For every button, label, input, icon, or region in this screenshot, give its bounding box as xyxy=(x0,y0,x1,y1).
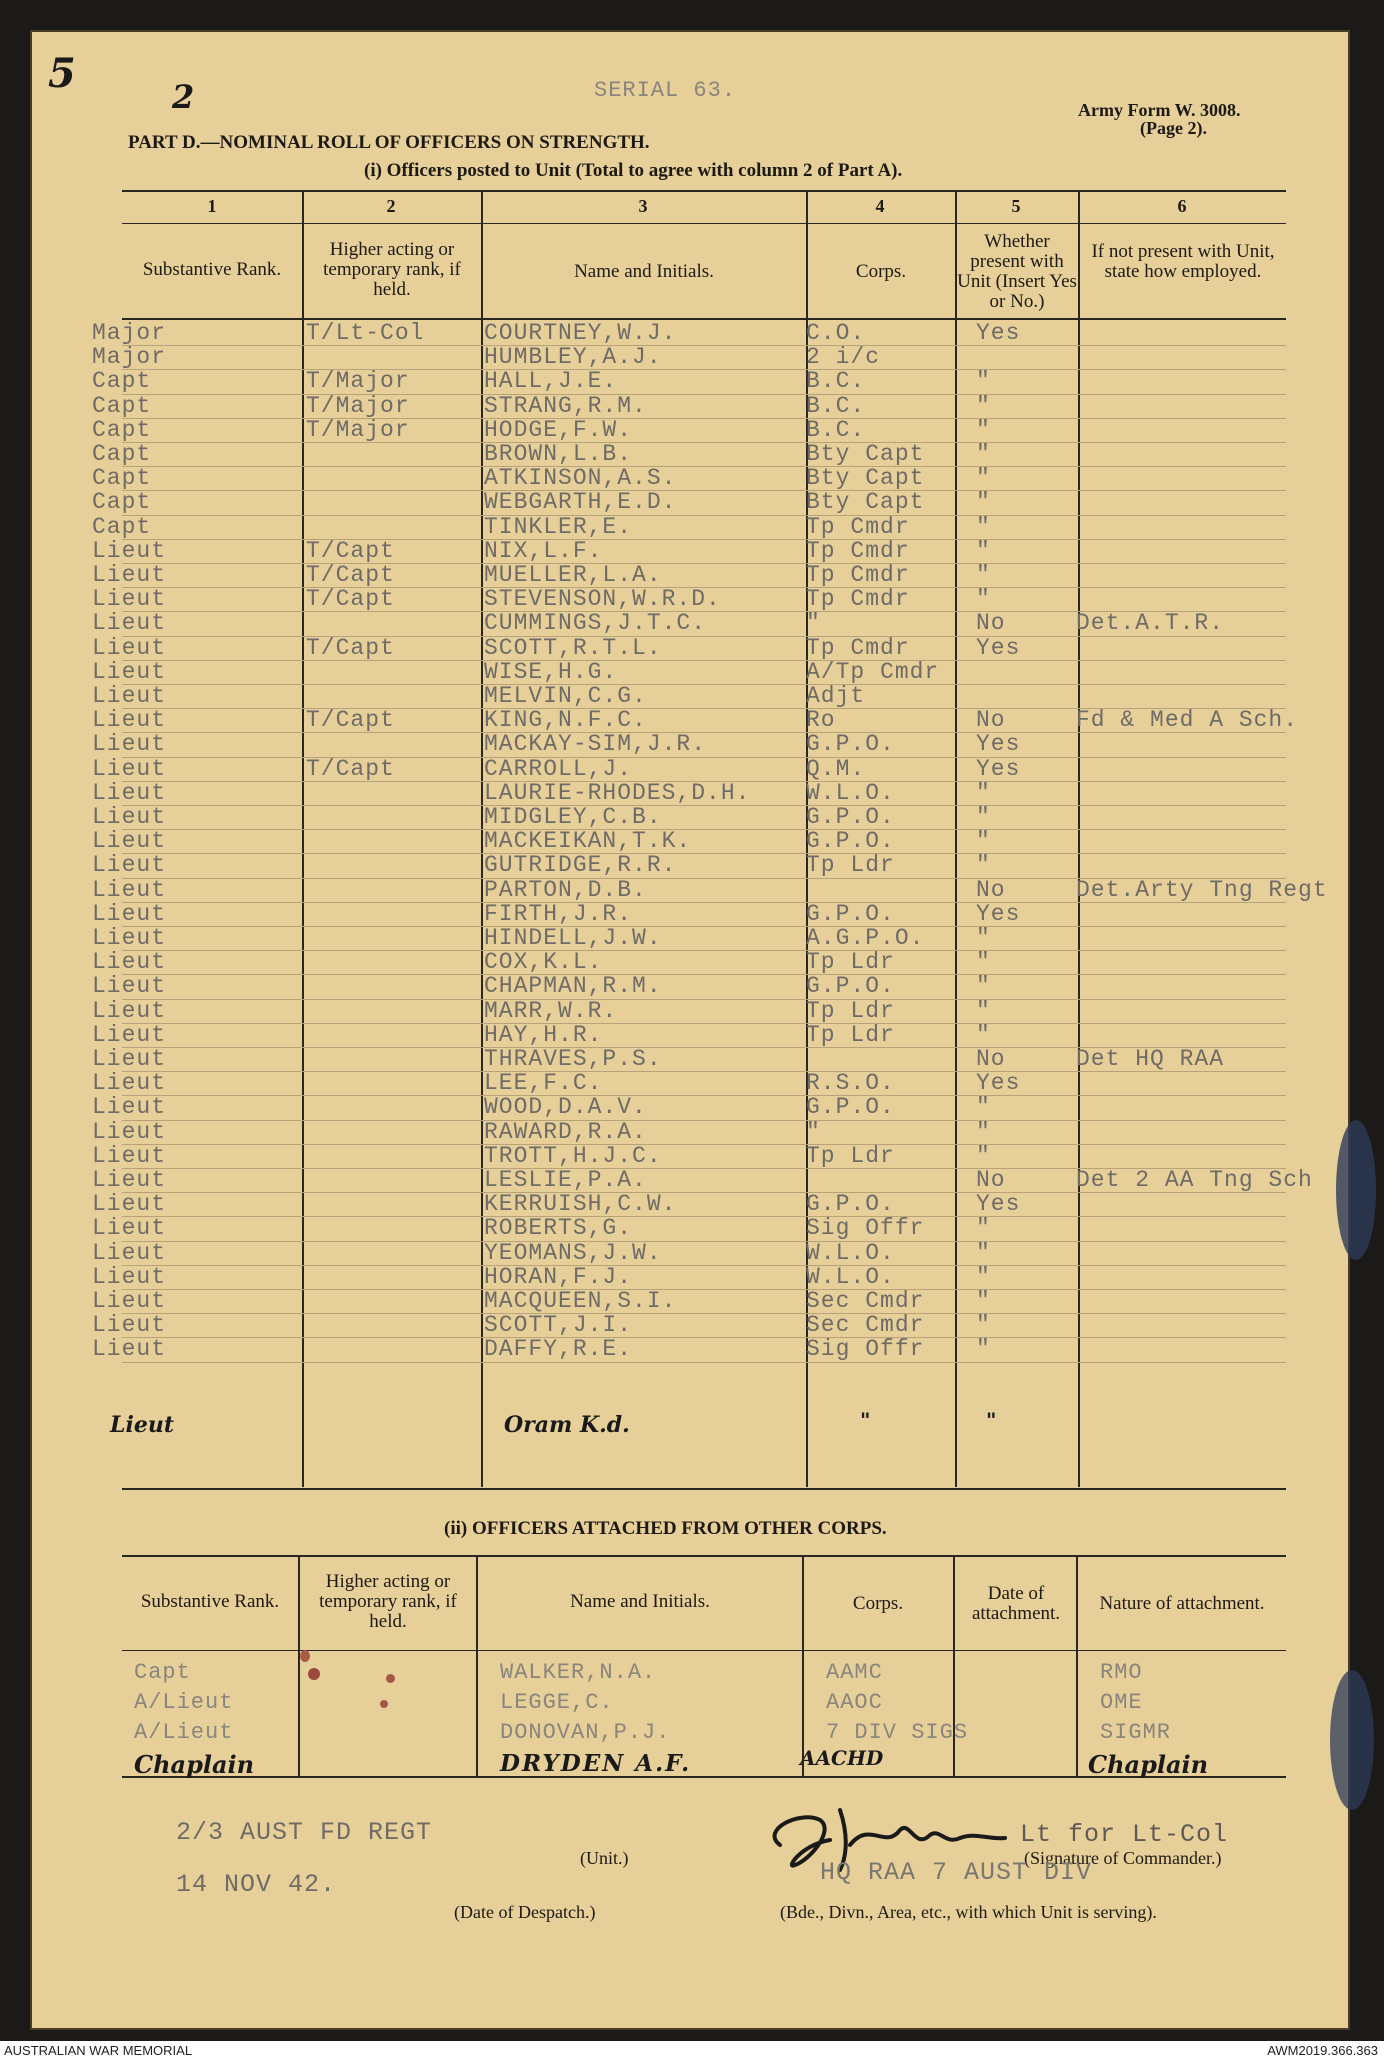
cell-name: GUTRIDGE,R.R. xyxy=(484,852,677,879)
cell-name: PARTON,D.B. xyxy=(484,876,647,903)
row-rule xyxy=(122,999,1286,1000)
cell-rank: Lieut xyxy=(92,1021,167,1048)
cell-name: DONOVAN,P.J. xyxy=(500,1720,671,1745)
cell-present: " xyxy=(976,804,991,830)
row-rule xyxy=(122,950,1286,951)
cell-name: TINKLER,E. xyxy=(484,513,633,540)
cell-corps: W.L.O. xyxy=(806,1239,895,1266)
cell-present: Yes xyxy=(976,1191,1021,1218)
cell-rank: Lieut xyxy=(92,1070,167,1097)
column-number: 1 xyxy=(207,196,217,216)
column-header: Higher acting or temporary rank, if held. xyxy=(323,239,461,300)
handwritten-rank: Chaplain xyxy=(134,1750,255,1779)
margin-mark: 5 xyxy=(48,50,76,97)
cell-present: No xyxy=(976,1167,1006,1193)
cell-present: " xyxy=(976,1215,991,1242)
cell-rank: Lieut xyxy=(92,1215,167,1242)
cell-higher: T/Lt-Col xyxy=(306,320,425,346)
cell-corps: A.G.P.O. xyxy=(806,925,925,951)
cell-rank: Lieut xyxy=(92,973,167,1000)
cell-present: Yes xyxy=(976,731,1021,758)
cell-present: " xyxy=(976,1021,991,1048)
cell-rank: Lieut xyxy=(92,562,167,588)
cell-corps: Sig Offr xyxy=(806,1215,925,1242)
cell-employed: Det HQ RAA xyxy=(1076,1046,1225,1072)
page-label: (Page 2). xyxy=(1140,118,1207,138)
archive-name: AUSTRALIAN WAR MEMORIAL xyxy=(4,2043,193,2058)
cell-higher: T/Major xyxy=(306,416,410,443)
cell-name: SCOTT,J.I. xyxy=(484,1312,633,1339)
date-value: 14 NOV 42. xyxy=(176,1870,337,1899)
part-title: PART D.—NOMINAL ROLL OF OFFICERS ON STRENGTH. xyxy=(128,132,650,153)
table-border xyxy=(122,318,1286,320)
cell-corps: AAOC xyxy=(826,1690,883,1715)
archive-strip xyxy=(0,2041,1384,2061)
cell-present: " xyxy=(976,1094,991,1121)
cell-name: WISE,H.G. xyxy=(484,658,618,685)
cell-rank: Major xyxy=(92,344,167,371)
unit-label: (Unit.) xyxy=(580,1848,629,1868)
cell-present: " xyxy=(976,368,991,395)
cell-present: " xyxy=(976,441,991,467)
column-number: 2 xyxy=(386,196,396,216)
date-label: (Date of Despatch.) xyxy=(454,1902,596,1922)
cell-name: HAY,H.R. xyxy=(484,1021,603,1048)
column-header: Higher acting or temporary rank, if held. xyxy=(319,1571,457,1632)
cell-corps: G.P.O. xyxy=(806,731,895,758)
cell-corps: Sig Offr xyxy=(806,1336,925,1363)
column-header: Whether present with Unit (Insert Yes or No.) xyxy=(957,231,1077,312)
row-rule xyxy=(122,418,1286,419)
cell-name: STEVENSON,W.R.D. xyxy=(484,586,721,613)
cell-present: Yes xyxy=(976,1070,1021,1097)
cell-rank: Lieut xyxy=(92,828,167,855)
cell-present: " xyxy=(976,562,991,588)
handwritten-present: " xyxy=(986,1408,997,1432)
cell-rank: Lieut xyxy=(92,586,167,613)
cell-corps: Bty Capt xyxy=(806,441,925,467)
cell-present: " xyxy=(976,513,991,540)
table-border xyxy=(122,1555,1286,1557)
cell-present: " xyxy=(976,537,991,564)
row-rule xyxy=(122,974,1286,975)
column-number: 6 xyxy=(1177,196,1187,216)
cell-present: Yes xyxy=(976,320,1021,346)
cell-rank: A/Lieut xyxy=(134,1720,234,1745)
cell-employed: Det.Arty Tng Regt xyxy=(1076,876,1328,903)
cell-higher: T/Capt xyxy=(306,755,395,782)
cell-employed: Det.A.T.R. xyxy=(1076,610,1225,637)
cell-name: HORAN,F.J. xyxy=(484,1263,633,1290)
cell-rank: Lieut xyxy=(92,779,167,806)
cell-corps: Tp Cmdr xyxy=(806,562,910,588)
column-number: 4 xyxy=(875,196,885,216)
row-rule xyxy=(122,1362,1286,1363)
cell-present: Yes xyxy=(976,755,1021,782)
row-rule xyxy=(122,1313,1286,1314)
cell-corps: Bty Capt xyxy=(806,465,925,492)
cell-present: " xyxy=(976,1239,991,1266)
cell-rank: Lieut xyxy=(92,876,167,903)
cell-name: HALL,J.E. xyxy=(484,368,618,395)
row-rule xyxy=(122,563,1286,564)
cell-rank: Lieut xyxy=(92,1288,167,1314)
cell-name: CUMMINGS,J.T.C. xyxy=(484,610,707,637)
cell-corps: A/Tp Cmdr xyxy=(806,658,940,685)
column-divider xyxy=(955,190,957,1487)
cell-name: WALKER,N.A. xyxy=(500,1660,657,1685)
cell-corps: G.P.O. xyxy=(806,1094,895,1121)
cell-present: " xyxy=(976,1118,991,1145)
cell-corps: G.P.O. xyxy=(806,828,895,855)
row-rule xyxy=(122,1216,1286,1217)
cell-nature: RMO xyxy=(1100,1660,1143,1685)
cell-name: TROTT,H.J.C. xyxy=(484,1142,662,1169)
cell-present: " xyxy=(976,828,991,855)
cell-name: CHAPMAN,R.M. xyxy=(484,973,662,1000)
cell-name: NIX,L.F. xyxy=(484,537,603,564)
cell-name: LEGGE,C. xyxy=(500,1690,614,1715)
cell-rank: Capt xyxy=(134,1660,191,1685)
cell-name: THRAVES,P.S. xyxy=(484,1046,662,1072)
cell-present: " xyxy=(976,1336,991,1363)
row-rule xyxy=(122,345,1286,346)
cell-name: CARROLL,J. xyxy=(484,755,633,782)
cell-name: MACKAY-SIM,J.R. xyxy=(484,731,707,758)
cell-rank: Lieut xyxy=(92,1046,167,1072)
row-rule xyxy=(122,1241,1286,1242)
cell-present: " xyxy=(976,779,991,806)
cell-corps: Sec Cmdr xyxy=(806,1312,925,1339)
cell-present: " xyxy=(976,852,991,879)
cell-name: BROWN,L.B. xyxy=(484,441,633,467)
form-number: Army Form W. 3008. xyxy=(1078,100,1241,120)
cell-corps: Tp Ldr xyxy=(806,1021,895,1048)
row-rule xyxy=(122,442,1286,443)
handwritten-rank: Lieut xyxy=(110,1412,174,1438)
cell-present: No xyxy=(976,610,1006,637)
cell-corps: " xyxy=(806,610,821,637)
table-border xyxy=(122,190,1286,192)
cell-rank: Lieut xyxy=(92,900,167,927)
cell-rank: Capt xyxy=(92,368,152,395)
stain xyxy=(386,1674,395,1683)
cell-employed: Det 2 AA Tng Sch xyxy=(1076,1167,1313,1193)
unit-value: 2/3 AUST FD REGT xyxy=(176,1818,433,1847)
signature-suffix: Lt for Lt-Col xyxy=(1020,1820,1229,1849)
cell-present: " xyxy=(976,1312,991,1339)
cell-rank: Lieut xyxy=(92,1239,167,1266)
column-header: Corps. xyxy=(852,1593,904,1614)
cell-rank: A/Lieut xyxy=(134,1690,234,1715)
cell-rank: Capt xyxy=(92,416,152,443)
row-rule xyxy=(122,1095,1286,1096)
cell-name: HINDELL,J.W. xyxy=(484,925,662,951)
cell-name: MACQUEEN,S.I. xyxy=(484,1288,677,1314)
margin-mark: 2 xyxy=(172,78,195,116)
cell-present: " xyxy=(976,925,991,951)
cell-present: " xyxy=(976,489,991,516)
cell-name: MIDGLEY,C.B. xyxy=(484,804,662,830)
cell-corps: G.P.O. xyxy=(806,1191,895,1218)
section-ii-title: (ii) OFFICERS ATTACHED FROM OTHER CORPS. xyxy=(444,1518,887,1539)
cell-present: " xyxy=(976,392,991,419)
row-rule xyxy=(122,1337,1286,1338)
stain xyxy=(380,1700,388,1708)
cell-rank: Lieut xyxy=(92,683,167,709)
cell-corps: Tp Ldr xyxy=(806,1142,895,1169)
handwritten-corps: AACHD xyxy=(800,1746,884,1770)
table-border xyxy=(122,1650,1286,1651)
cell-name: KING,N.F.C. xyxy=(484,707,647,734)
cell-name: RAWARD,R.A. xyxy=(484,1118,647,1145)
signature-label: (Signature of Commander.) xyxy=(1024,1848,1222,1868)
cell-rank: Lieut xyxy=(92,1094,167,1121)
cell-corps: " xyxy=(806,1118,821,1145)
column-divider xyxy=(1078,190,1080,1487)
cell-higher: T/Capt xyxy=(306,586,395,613)
column-header: If not present with Unit, state how employed. xyxy=(1091,241,1275,282)
cell-present: " xyxy=(976,1288,991,1314)
cell-name: WEBGARTH,E.D. xyxy=(484,489,677,516)
archive-id: AWM2019.366.363 xyxy=(1267,2043,1378,2058)
cell-corps: Bty Capt xyxy=(806,489,925,516)
stain xyxy=(308,1668,320,1680)
cell-rank: Lieut xyxy=(92,610,167,637)
column-header: Name and Initials. xyxy=(570,1591,710,1612)
cell-present: " xyxy=(976,465,991,492)
cell-corps: 7 DIV SIGS xyxy=(826,1720,969,1745)
cell-name: FIRTH,J.R. xyxy=(484,900,633,927)
cell-corps: R.S.O. xyxy=(806,1070,895,1097)
cell-corps: Tp Cmdr xyxy=(806,537,910,564)
ink-blot xyxy=(1336,1120,1376,1260)
cell-name: KERRUISH,C.W. xyxy=(484,1191,677,1218)
cell-corps: W.L.O. xyxy=(806,779,895,806)
row-rule xyxy=(122,466,1286,467)
cell-corps: Q.M. xyxy=(806,755,866,782)
cell-corps: Tp Cmdr xyxy=(806,634,910,661)
formation-label: (Bde., Divn., Area, etc., with which Unit is serving). xyxy=(780,1902,1157,1922)
cell-rank: Lieut xyxy=(92,658,167,685)
cell-corps: Tp Ldr xyxy=(806,852,895,879)
cell-rank: Lieut xyxy=(92,997,167,1024)
cell-rank: Lieut xyxy=(92,1191,167,1218)
cell-name: STRANG,R.M. xyxy=(484,392,647,419)
cell-corps: B.C. xyxy=(806,392,866,419)
cell-name: WOOD,D.A.V. xyxy=(484,1094,647,1121)
handwritten-name: Oram K.d. xyxy=(504,1412,630,1438)
cell-higher: T/Major xyxy=(306,368,410,395)
cell-name: COURTNEY,W.J. xyxy=(484,320,677,346)
cell-corps: B.C. xyxy=(806,416,866,443)
column-header: Substantive Rank. xyxy=(140,1591,280,1612)
cell-corps: Tp Ldr xyxy=(806,997,895,1024)
cell-name: SCOTT,R.T.L. xyxy=(484,634,662,661)
cell-corps: Tp Ldr xyxy=(806,949,895,976)
cell-name: DAFFY,R.E. xyxy=(484,1336,633,1363)
cell-nature: OME xyxy=(1100,1690,1143,1715)
row-rule xyxy=(122,490,1286,491)
column-divider xyxy=(1076,1555,1078,1776)
row-rule xyxy=(122,1023,1286,1024)
cell-corps: Tp Cmdr xyxy=(806,513,910,540)
cell-name: MACKEIKAN,T.K. xyxy=(484,828,692,855)
cell-rank: Capt xyxy=(92,392,152,419)
cell-higher: T/Capt xyxy=(306,634,395,661)
row-rule xyxy=(122,394,1286,395)
row-rule xyxy=(122,1265,1286,1266)
cell-name: HUMBLEY,A.J. xyxy=(484,344,662,371)
serial-stamp: SERIAL 63. xyxy=(594,78,737,103)
cell-higher: T/Capt xyxy=(306,537,395,564)
row-rule xyxy=(122,660,1286,661)
cell-name: COX,K.L. xyxy=(484,949,603,976)
cell-name: MUELLER,L.A. xyxy=(484,562,662,588)
cell-corps: Ro xyxy=(806,707,836,734)
cell-present: " xyxy=(976,586,991,613)
cell-corps: Sec Cmdr xyxy=(806,1288,925,1314)
cell-higher: T/Capt xyxy=(306,707,395,734)
handwritten-name: DRYDEN A.F. xyxy=(500,1750,692,1777)
cell-rank: Lieut xyxy=(92,537,167,564)
cell-corps: W.L.O. xyxy=(806,1263,895,1290)
subsection-title: (i) Officers posted to Unit (Total to agree with column 2 of Part A). xyxy=(364,160,903,181)
cell-name: YEOMANS,J.W. xyxy=(484,1239,662,1266)
row-rule xyxy=(122,539,1286,540)
row-rule xyxy=(122,369,1286,370)
table-border xyxy=(122,223,1286,224)
cell-higher: T/Major xyxy=(306,392,410,419)
column-divider xyxy=(802,1555,804,1776)
ink-blot xyxy=(1330,1670,1374,1810)
cell-rank: Capt xyxy=(92,489,152,516)
column-header: Substantive Rank. xyxy=(142,259,282,280)
cell-rank: Capt xyxy=(92,513,152,540)
cell-name: ATKINSON,A.S. xyxy=(484,465,677,492)
cell-present: No xyxy=(976,876,1006,903)
cell-present: No xyxy=(976,707,1006,734)
cell-rank: Lieut xyxy=(92,1142,167,1169)
cell-present: " xyxy=(976,949,991,976)
cell-rank: Lieut xyxy=(92,1167,167,1193)
row-rule xyxy=(122,926,1286,927)
cell-employed: Fd & Med A Sch. xyxy=(1076,707,1299,734)
cell-rank: Lieut xyxy=(92,1336,167,1363)
cell-name: LESLIE,P.A. xyxy=(484,1167,647,1193)
cell-present: " xyxy=(976,1263,991,1290)
cell-name: MELVIN,C.G. xyxy=(484,683,647,709)
cell-higher: T/Capt xyxy=(306,562,395,588)
column-divider xyxy=(302,190,304,1487)
handwritten-nature: Chaplain xyxy=(1088,1750,1209,1779)
cell-rank: Lieut xyxy=(92,1312,167,1339)
cell-rank: Lieut xyxy=(92,1118,167,1145)
cell-rank: Major xyxy=(92,320,167,346)
column-divider xyxy=(481,190,483,1487)
cell-corps: Tp Cmdr xyxy=(806,586,910,613)
cell-rank: Capt xyxy=(92,441,152,467)
row-rule xyxy=(122,515,1286,516)
cell-corps: 2 i/c xyxy=(806,344,881,371)
column-header: Date of attachment. xyxy=(971,1583,1061,1624)
cell-name: HODGE,F.W. xyxy=(484,416,633,443)
cell-corps: G.P.O. xyxy=(806,900,895,927)
cell-name: ROBERTS,G. xyxy=(484,1215,633,1242)
cell-name: LAURIE-RHODES,D.H. xyxy=(484,779,751,806)
cell-rank: Capt xyxy=(92,465,152,492)
column-number: 3 xyxy=(638,196,648,216)
cell-present: Yes xyxy=(976,634,1021,661)
cell-present: No xyxy=(976,1046,1006,1072)
stain xyxy=(300,1650,310,1662)
column-header: Nature of attachment. xyxy=(1099,1593,1265,1614)
cell-present: " xyxy=(976,416,991,443)
row-rule xyxy=(122,1120,1286,1121)
cell-nature: SIGMR xyxy=(1100,1720,1172,1745)
handwritten-corps: " xyxy=(860,1408,871,1432)
row-rule xyxy=(122,829,1286,830)
cell-rank: Lieut xyxy=(92,755,167,782)
row-rule xyxy=(122,1144,1286,1145)
column-header: Corps. xyxy=(855,261,907,282)
cell-corps: Adjt xyxy=(806,683,866,709)
cell-rank: Lieut xyxy=(92,1263,167,1290)
cell-rank: Lieut xyxy=(92,925,167,951)
row-rule xyxy=(122,1289,1286,1290)
cell-rank: Lieut xyxy=(92,634,167,661)
cell-rank: Lieut xyxy=(92,707,167,734)
formation-value: HQ RAA 7 AUST DIV xyxy=(820,1858,1093,1887)
table-border xyxy=(122,1488,1286,1490)
cell-present: " xyxy=(976,997,991,1024)
cell-rank: Lieut xyxy=(92,804,167,830)
row-rule xyxy=(122,853,1286,854)
cell-corps: G.P.O. xyxy=(806,804,895,830)
column-header: Name and Initials. xyxy=(574,261,714,282)
cell-rank: Lieut xyxy=(92,731,167,758)
cell-name: LEE,F.C. xyxy=(484,1070,603,1097)
cell-corps: AAMC xyxy=(826,1660,883,1685)
row-rule xyxy=(122,684,1286,685)
cell-corps: B.C. xyxy=(806,368,866,395)
cell-rank: Lieut xyxy=(92,852,167,879)
cell-name: MARR,W.R. xyxy=(484,997,618,1024)
column-divider xyxy=(476,1555,478,1776)
cell-present: Yes xyxy=(976,900,1021,927)
cell-corps: C.O. xyxy=(806,320,866,346)
cell-rank: Lieut xyxy=(92,949,167,976)
column-number: 5 xyxy=(1011,196,1021,216)
cell-present: " xyxy=(976,973,991,1000)
cell-corps: G.P.O. xyxy=(806,973,895,1000)
cell-present: " xyxy=(976,1142,991,1169)
